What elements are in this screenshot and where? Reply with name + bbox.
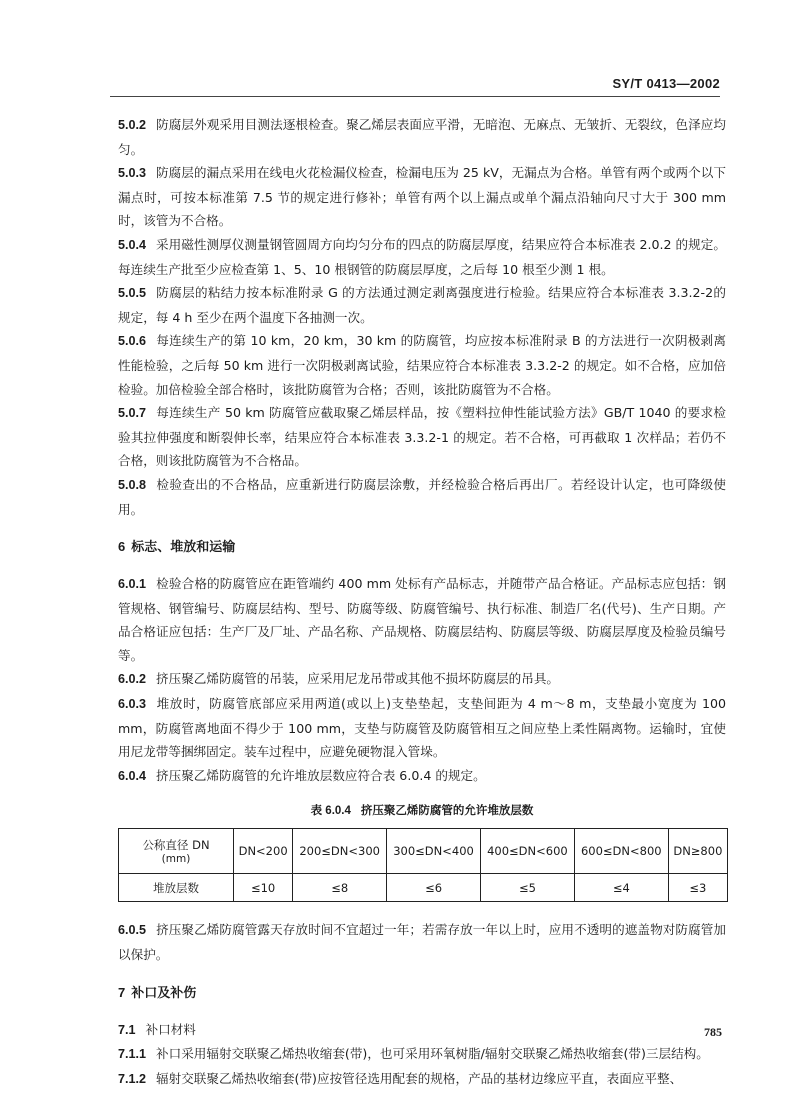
clause-6-0-4 (118, 764, 726, 789)
table-row (119, 874, 728, 902)
table-header-cell: 200≤DN<300 (293, 829, 387, 874)
clause-number: 6.0.3 (118, 697, 147, 712)
table-header-cell: DN≥800 (668, 829, 727, 874)
clause-text: 辐射交联聚乙烯热收缩套(带)应按管径选用配套的规格，产品的基材边缘应平直，表面应平整、 (156, 1070, 683, 1086)
header-rule (110, 96, 720, 97)
clause-6-0-2 (118, 667, 726, 692)
clause-number: 6.0.2 (118, 672, 147, 687)
section-number: 7 (118, 984, 126, 1000)
table-cell: ≤8 (293, 874, 387, 902)
section-6-heading (118, 535, 726, 560)
clause-text: 防腐层的漏点采用在线电火花检漏仪检查，检漏电压为 25 kV，无漏点为合格。单管有两个或两个以下漏点时，可按本标准第 7.5 节的规定进行修补；单管有两个以上漏点或单个漏点沿轴向尺寸大于 300 mm 时，该管为不合格。 (118, 165, 726, 229)
clause-number: 6.0.5 (118, 923, 147, 938)
clause-text: 检验合格的防腐管应在距管端约 400 mm 处标有产品标志，并随带产品合格证。产品标志应包括：钢管规格、钢管编号、防腐层结构、型号、防腐等级、防腐管编号、执行标准、制造厂名(代号)、生产日期。产品合格证应包括：生产厂及厂址、产品名称、产品规格、防腐层结构、防腐层等级、防腐层厚度及检验员编号等。 (118, 576, 726, 663)
clause-number: 6.0.1 (118, 577, 147, 592)
table-header-cell: DN<200 (234, 829, 293, 874)
stacking-layers-table (118, 828, 728, 902)
clause-6-0-5 (118, 918, 726, 966)
clause-number: 5.0.5 (118, 286, 147, 301)
page-number: 785 (704, 1025, 722, 1039)
clause-5-0-7 (118, 401, 726, 473)
diameter-label-cell (119, 829, 234, 874)
section-title: 补口及补伤 (131, 985, 197, 1001)
clause-7-1-1 (118, 1042, 726, 1067)
table-title: 挤压聚乙烯防腐管的允许堆放层数 (360, 803, 534, 818)
table-cell: ≤5 (480, 874, 574, 902)
table-header-cell: 300≤DN<400 (387, 829, 481, 874)
clause-5-0-2 (118, 113, 726, 161)
clause-5-0-4 (118, 233, 726, 281)
table-number: 表 6.0.4 (310, 805, 351, 818)
clause-number: 5.0.3 (118, 166, 147, 181)
table-caption (118, 802, 726, 818)
subsection-number: 7.1 (118, 1022, 136, 1037)
subsection-title: 补口材料 (145, 1021, 196, 1037)
clause-text: 每连续生产的第 10 km，20 km，30 km 的防腐管，均应按本标准附录 B 的方法进行一次阴极剥离性能检验，之后每 50 km 进行一次阴极剥离试验，结果应符合本标准表 3.3.2-2 的规定。如不合格，应加倍检验。加倍检验全部合格时，该批防腐管为合格；否则，该批防腐管为不合格。 (118, 333, 726, 397)
clause-number: 7.1.1 (118, 1047, 147, 1062)
clause-7-1-2 (118, 1067, 726, 1092)
clause-5-0-3 (118, 161, 726, 233)
section-number: 6 (118, 539, 126, 555)
clause-6-0-3 (118, 692, 726, 764)
clause-text: 防腐层的粘结力按本标准附录 G 的方法通过测定剥离强度进行检验。结果应符合本标准表 3.3.2-2的规定，每 4 h 至少在两个温度下各抽测一次。 (118, 285, 726, 325)
clause-text: 挤压聚乙烯防腐管的允许堆放层数应符合表 6.0.4 的规定。 (156, 767, 486, 783)
clause-text: 堆放时，防腐管底部应采用两道(或以上)支垫垫起，支垫间距为 4 m～8 m，支垫最小宽度为 100 mm，防腐管离地面不得少于 100 mm，支垫与防腐管及防腐管相互之间应垫上柔性隔离物。运输时，宜使用尼龙带等捆绑固定。装车过程中，应避免硬物混入管垛。 (118, 696, 726, 760)
clause-5-0-5 (118, 281, 726, 329)
table-header-row (119, 829, 728, 874)
clause-text: 补口采用辐射交联聚乙烯热收缩套(带)，也可采用环氧树脂/辐射交联聚乙烯热收缩套(带)三层结构。 (156, 1046, 709, 1062)
table-cell: ≤3 (668, 874, 727, 902)
table-cell: ≤10 (234, 874, 293, 902)
clause-number: 5.0.4 (118, 237, 147, 252)
section-title: 标志、堆放和运输 (131, 540, 236, 556)
clause-text: 防腐层外观采用目测法逐根检查。聚乙烯层表面应平滑，无暗泡、无麻点、无皱折、无裂纹，色泽应均匀。 (118, 117, 726, 157)
clause-text: 挤压聚乙烯防腐管的吊装，应采用尼龙吊带或其他不损坏防腐层的吊具。 (156, 671, 560, 687)
clause-5-0-6 (118, 329, 726, 401)
standard-code: SY/T 0413—2002 (612, 76, 720, 91)
diameter-unit: (mm) (161, 853, 191, 866)
clause-text: 挤压聚乙烯防腐管露天存放时间不宜超过一年；若需存放一年以上时，应用不透明的遮盖物对防腐管加以保护。 (118, 922, 726, 963)
clause-number: 5.0.6 (118, 334, 147, 349)
subsection-7-1 (118, 1018, 726, 1043)
diameter-label: 公称直径 DN (142, 838, 210, 853)
clause-number: 7.1.2 (118, 1071, 147, 1086)
clause-6-0-1 (118, 572, 726, 667)
clause-number: 5.0.2 (118, 118, 147, 132)
table-cell: ≤4 (574, 874, 668, 902)
section-7-heading (118, 981, 726, 1006)
clause-text: 每连续生产 50 km 防腐管应截取聚乙烯层样品，按《塑料拉伸性能试验方法》GB/T 1040 的要求检验其拉伸强度和断裂伸长率，结果应符合本标准表 3.3.2-1 的规定。若不合格，可再截取 1 次样品；若仍不合格，则该批防腐管为不合格品。 (118, 405, 726, 469)
clause-number: 6.0.4 (118, 768, 147, 783)
clause-text: 采用磁性测厚仪测量钢管圆周方向均匀分布的四点的防腐层厚度，结果应符合本标准表 2.0.2 的规定。每连续生产批至少应检查第 1、5、10 根钢管的防腐层厚度，之后每 10 根至少测 1 根。 (118, 236, 726, 277)
table-header-cell: 400≤DN<600 (480, 829, 574, 874)
clause-text: 检验查出的不合格品，应重新进行防腐层涂敷，并经检验合格后再出厂。若经设计认定，也可降级使用。 (118, 476, 726, 517)
layers-label-cell: 堆放层数 (119, 874, 234, 902)
document-body (118, 113, 726, 1091)
table-header-cell: 600≤DN<800 (574, 829, 668, 874)
clause-number: 5.0.8 (118, 477, 147, 492)
table-cell: ≤6 (387, 874, 481, 902)
clause-number: 5.0.7 (118, 406, 147, 421)
clause-5-0-8 (118, 473, 726, 521)
